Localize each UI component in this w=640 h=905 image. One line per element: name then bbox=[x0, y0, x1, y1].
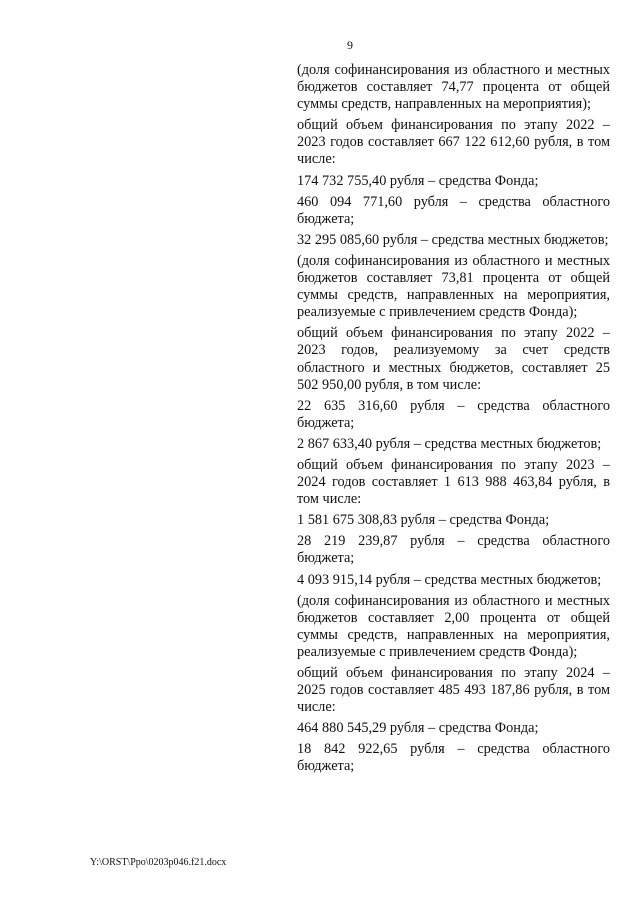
paragraph: (доля софинансирования из областного и местных бюджетов составляет 74,77 процента от общей суммы средств, направленных на мероприятия); bbox=[297, 62, 610, 113]
paragraph: 18 842 922,65 рубля – средства областного бюджета; bbox=[297, 741, 610, 775]
paragraph: 32 295 085,60 рубля – средства местных бюджетов; bbox=[297, 231, 609, 248]
paragraph: общий объем финансирования по этапу 2024 – 2025 годов составляет 485 493 187,86 рубля, в том числе: bbox=[297, 665, 610, 716]
footer-file-path: Y:\ORST\Ppo\0203p046.f21.docx bbox=[90, 857, 227, 868]
paragraph: общий объем финансирования по этапу 2023 – 2024 годов составляет 1 613 988 463,84 рубля, в том числе: bbox=[297, 456, 610, 508]
text-column bbox=[297, 62, 610, 780]
paragraph: 28 219 239,87 рубля – средства областного бюджета; bbox=[297, 533, 610, 567]
page-number: 9 bbox=[347, 38, 353, 52]
paragraph: 1 581 675 308,83 рубля – средства Фонда; bbox=[297, 512, 550, 529]
paragraph: 460 094 771,60 рубля – средства областного бюджета; bbox=[297, 193, 610, 227]
paragraph: 174 732 755,40 рубля – средства Фонда; bbox=[297, 172, 539, 189]
paragraph: 464 880 545,29 рубля – средства Фонда; bbox=[297, 720, 539, 737]
paragraph: 2 867 633,40 рубля – средства местных бюджетов; bbox=[297, 435, 602, 452]
paragraph: 4 093 915,14 рубля – средства местных бюджетов; bbox=[297, 571, 602, 588]
paragraph: (доля софинансирования из областного и местных бюджетов составляет 2,00 процента от общей суммы средств, направленных на мероприятия, реализуемые с привлечением средств Фонда); bbox=[297, 592, 610, 660]
paragraph: (доля софинансирования из областного и местных бюджетов составляет 73,81 процента от общей суммы средств, направленных на мероприятия, реализуемые с привлечением средств Фонда); bbox=[297, 252, 610, 321]
paragraph: общий объем финансирования по этапу 2022 – 2023 годов, реализуемому за счет средств областного и местных бюджетов, составляет 25 502 950,00 рубля, в том числе: bbox=[297, 325, 610, 393]
paragraph: общий объем финансирования по этапу 2022 – 2023 годов составляет 667 122 612,60 рубля, в том числе: bbox=[297, 117, 610, 168]
paragraph: 22 635 316,60 рубля – средства областного бюджета; bbox=[297, 397, 610, 431]
